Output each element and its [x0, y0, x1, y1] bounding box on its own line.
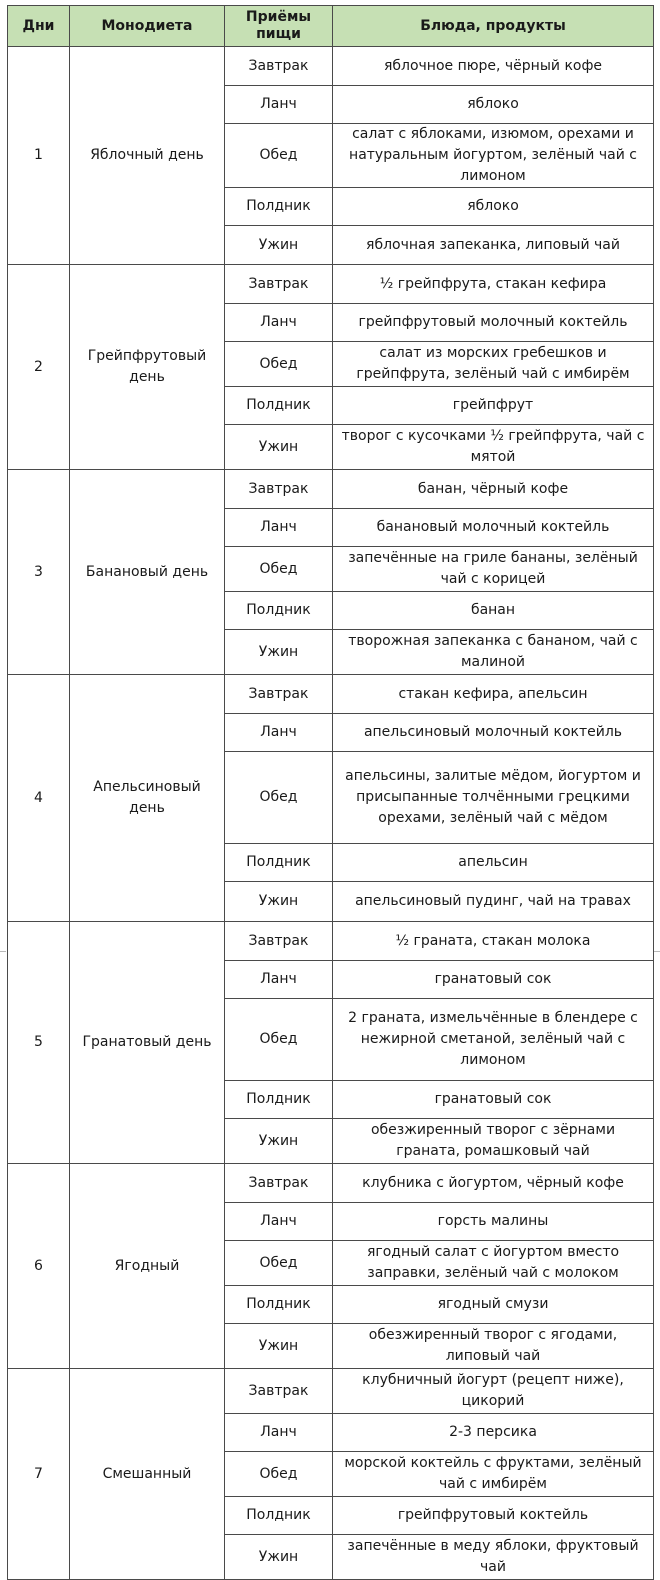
- dish-cell: апельсиновый молочный коктейль: [333, 714, 654, 752]
- meal-cell: Ланч: [225, 304, 333, 342]
- header-dishes: Блюда, продукты: [333, 6, 654, 47]
- dish-cell: грейпфрут: [333, 387, 654, 425]
- day-number-cell: 4: [8, 675, 70, 922]
- dish-cell: обезжиренный творог с ягодами, липовый чай: [333, 1324, 654, 1369]
- dish-cell: стакан кефира, апельсин: [333, 675, 654, 714]
- meal-cell: Ужин: [225, 425, 333, 470]
- dish-cell: апельсин: [333, 844, 654, 882]
- meal-cell: Полдник: [225, 844, 333, 882]
- monodiet-name-cell: Грейпфрутовый день: [70, 265, 225, 470]
- dish-cell: ягодный салат с йогуртом вместо заправки, зелёный чай с молоком: [333, 1241, 654, 1286]
- monodiet-name-cell: Апельсиновый день: [70, 675, 225, 922]
- meal-cell: Полдник: [225, 1497, 333, 1535]
- meal-cell: Обед: [225, 547, 333, 592]
- dish-cell: запечённые в меду яблоки, фруктовый чай: [333, 1535, 654, 1580]
- table-body: [8, 47, 654, 1580]
- meal-cell: Ланч: [225, 714, 333, 752]
- header-row: [8, 6, 654, 47]
- dish-cell: грейпфрутовый молочный коктейль: [333, 304, 654, 342]
- dish-cell: клубничный йогурт (рецепт ниже), цикорий: [333, 1369, 654, 1414]
- meal-cell: Ужин: [225, 1324, 333, 1369]
- dish-cell: банан, чёрный кофе: [333, 470, 654, 509]
- monodiet-name-cell: Банановый день: [70, 470, 225, 675]
- meal-cell: Полдник: [225, 592, 333, 630]
- meal-cell: Завтрак: [225, 1164, 333, 1203]
- dish-cell: ½ грейпфрута, стакан кефира: [333, 265, 654, 304]
- dish-cell: клубника с йогуртом, чёрный кофе: [333, 1164, 654, 1203]
- dish-cell: грейпфрутовый коктейль: [333, 1497, 654, 1535]
- meal-cell: Полдник: [225, 1286, 333, 1324]
- page-break-line-right: [654, 951, 660, 953]
- table-row: [8, 922, 654, 961]
- table-row: [8, 47, 654, 86]
- meal-cell: Обед: [225, 1241, 333, 1286]
- dish-cell: 2 граната, измельчённые в блендере с нежирной сметаной, зелёный чай с лимоном: [333, 999, 654, 1081]
- dish-cell: творог с кусочками ½ грейпфрута, чай с мятой: [333, 425, 654, 470]
- monodiet-name-cell: Ягодный: [70, 1164, 225, 1369]
- dish-cell: яблочное пюре, чёрный кофе: [333, 47, 654, 86]
- header-monodiet: Монодиета: [70, 6, 225, 47]
- dish-cell: яблоко: [333, 188, 654, 226]
- monodiet-name-cell: Гранатовый день: [70, 922, 225, 1164]
- meal-cell: Полдник: [225, 188, 333, 226]
- meal-cell: Ужин: [225, 1535, 333, 1580]
- dish-cell: апельсиновый пудинг, чай на травах: [333, 882, 654, 922]
- dish-cell: яблочная запеканка, липовый чай: [333, 226, 654, 265]
- dish-cell: банан: [333, 592, 654, 630]
- day-number-cell: 3: [8, 470, 70, 675]
- dish-cell: горсть малины: [333, 1203, 654, 1241]
- meal-cell: Завтрак: [225, 675, 333, 714]
- day-number-cell: 5: [8, 922, 70, 1164]
- day-number-cell: 6: [8, 1164, 70, 1369]
- meal-cell: Завтрак: [225, 265, 333, 304]
- meal-cell: Обед: [225, 342, 333, 387]
- dish-cell: творожная запеканка с бананом, чай с малиной: [333, 630, 654, 675]
- dish-cell: обезжиренный творог с зёрнами граната, ромашковый чай: [333, 1119, 654, 1164]
- meal-cell: Завтрак: [225, 47, 333, 86]
- meal-cell: Обед: [225, 124, 333, 188]
- dish-cell: гранатовый сок: [333, 961, 654, 999]
- day-number-cell: 7: [8, 1369, 70, 1580]
- meal-cell: Обед: [225, 999, 333, 1081]
- dish-cell: гранатовый сок: [333, 1081, 654, 1119]
- meal-cell: Ужин: [225, 882, 333, 922]
- diet-table: [7, 5, 654, 1580]
- header-day: Дни: [8, 6, 70, 47]
- day-number-cell: 2: [8, 265, 70, 470]
- dish-cell: запечённые на гриле бананы, зелёный чай с корицей: [333, 547, 654, 592]
- dish-cell: яблоко: [333, 86, 654, 124]
- header-meals: Приёмы пищи: [225, 6, 333, 47]
- dish-cell: ½ граната, стакан молока: [333, 922, 654, 961]
- monodiet-name-cell: Яблочный день: [70, 47, 225, 265]
- dish-cell: морской коктейль с фруктами, зелёный чай с имбирём: [333, 1452, 654, 1497]
- meal-cell: Ужин: [225, 226, 333, 265]
- monodiet-name-cell: Смешанный: [70, 1369, 225, 1580]
- dish-cell: 2-3 персика: [333, 1414, 654, 1452]
- table-row: [8, 1369, 654, 1414]
- meal-cell: Полдник: [225, 1081, 333, 1119]
- meal-cell: Обед: [225, 752, 333, 844]
- table-row: [8, 675, 654, 714]
- meal-cell: Обед: [225, 1452, 333, 1497]
- meal-cell: Ужин: [225, 630, 333, 675]
- dish-cell: апельсины, залитые мёдом, йогуртом и присыпанные толчёнными грецкими орехами, зелёный чай с мёдом: [333, 752, 654, 844]
- meal-cell: Завтрак: [225, 470, 333, 509]
- page-break-line-left: [0, 951, 6, 953]
- table-row: [8, 265, 654, 304]
- table-row: [8, 1164, 654, 1203]
- meal-cell: Ланч: [225, 961, 333, 999]
- meal-cell: Завтрак: [225, 922, 333, 961]
- meal-cell: Ланч: [225, 1414, 333, 1452]
- dish-cell: ягодный смузи: [333, 1286, 654, 1324]
- day-number-cell: 1: [8, 47, 70, 265]
- dish-cell: банановый молочный коктейль: [333, 509, 654, 547]
- dish-cell: салат с яблоками, изюмом, орехами и натуральным йогуртом, зелёный чай с лимоном: [333, 124, 654, 188]
- meal-cell: Ланч: [225, 86, 333, 124]
- meal-cell: Ланч: [225, 1203, 333, 1241]
- meal-cell: Полдник: [225, 387, 333, 425]
- meal-cell: Ланч: [225, 509, 333, 547]
- meal-cell: Завтрак: [225, 1369, 333, 1414]
- table-row: [8, 470, 654, 509]
- dish-cell: салат из морских гребешков и грейпфрута, зелёный чай с имбирём: [333, 342, 654, 387]
- meal-cell: Ужин: [225, 1119, 333, 1164]
